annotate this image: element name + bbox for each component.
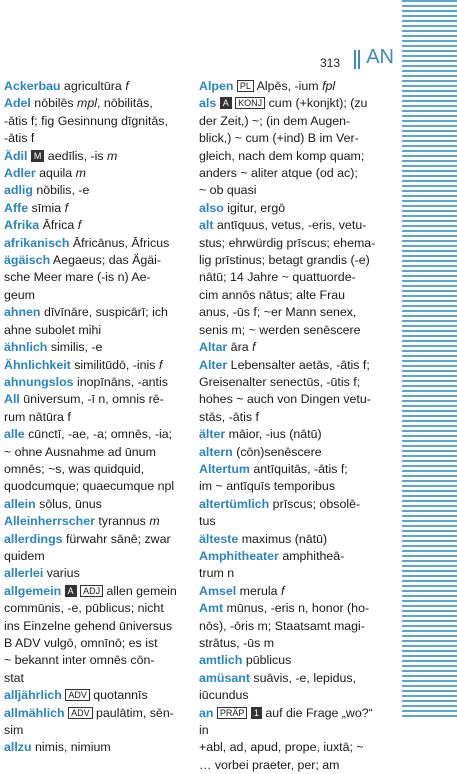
header-separator <box>358 50 360 69</box>
dictionary-entry <box>199 339 383 356</box>
translation: paulātim, sēn- <box>92 705 174 720</box>
headword: All <box>4 392 20 407</box>
page-header <box>0 46 394 74</box>
dictionary-entry <box>199 496 383 513</box>
translation: sōlus, ūnus <box>35 496 102 511</box>
translation: antīquus, vetus, -eris, vetu- <box>213 218 367 233</box>
dictionary-entry <box>199 426 383 443</box>
headword: also <box>199 200 224 215</box>
translation: Āfrica <box>39 218 78 233</box>
translation: fürwahr sānē; zwar <box>62 531 171 546</box>
dictionary-entry <box>199 670 383 687</box>
gender-label: mpl <box>77 96 97 111</box>
translation: inopīnāns, -antis <box>73 374 168 389</box>
headword: Alpen <box>199 79 234 93</box>
gender-label: f <box>252 340 256 355</box>
entry-continuation: im ~ antīquīs temporibus <box>199 479 336 494</box>
headword: Amsel <box>199 583 237 598</box>
headword: Ähnlichkeit <box>4 357 71 372</box>
translation: varius <box>43 566 80 581</box>
entry-continuation: stat <box>4 670 24 685</box>
headword: alle <box>4 427 25 442</box>
entry-continuation: quodcumque; quaecumque npl <box>4 479 175 494</box>
dictionary-entry <box>199 652 383 669</box>
entry-continuation: stus; ehrwürdig prīscus; ehema- <box>199 235 376 250</box>
headword: Affe <box>4 200 29 215</box>
translation: Aegaeus; das Ägäi- <box>50 253 162 268</box>
headword: allerdings <box>4 531 63 546</box>
translation: mūnus, -eris n, honor (ho- <box>223 601 370 616</box>
dictionary-entry <box>199 200 383 217</box>
translation: pūblicus <box>242 653 292 668</box>
dictionary-entry <box>4 583 188 600</box>
entry-continuation: +abl, ad, apud, prope, iuxtā; ~ <box>199 740 364 755</box>
dictionary-entry <box>4 217 188 234</box>
headword: allzu <box>4 740 32 755</box>
dictionary-entry <box>4 339 188 356</box>
headword: allerlei <box>4 566 44 581</box>
entry-continuation: -ātis f <box>4 131 35 146</box>
grammar-label: KONJ <box>235 97 265 109</box>
headword: ahnen <box>4 305 41 320</box>
headword: altern <box>199 444 233 459</box>
dictionary-entry <box>4 95 188 112</box>
dictionary-entry <box>4 165 188 182</box>
translation: Āfricānus, Āfricus <box>69 235 170 250</box>
headword: alljährlich <box>4 688 62 703</box>
entry-continuation: nōs), -ōris m; Staatsamt magi- <box>199 618 365 633</box>
headword: Adel <box>4 96 31 111</box>
headword: als <box>199 96 217 111</box>
translation: agricultūra <box>60 79 126 93</box>
gender-label: m <box>149 514 160 529</box>
grammar-label: ADV <box>65 689 90 701</box>
headword: ägäisch <box>4 253 51 268</box>
dictionary-entry <box>4 687 188 704</box>
entry-continuation: rum nātūra f <box>4 409 71 424</box>
left-column <box>4 78 188 757</box>
translation: , nōbilitās, <box>96 96 153 111</box>
gender-label: fpl <box>322 79 336 93</box>
header-separator <box>354 50 356 69</box>
headword: älter <box>199 427 226 442</box>
entry-continuation: Greisenalter senectūs, -ūtis f; <box>199 374 361 389</box>
page-number: 313 <box>319 56 340 70</box>
dictionary-entry <box>4 496 188 513</box>
translation: Lebensalter aetās, -ātis f; <box>227 357 370 372</box>
headword: Adler <box>4 166 36 181</box>
entry-continuation: anus, -ūs f; ~er Mann senex, <box>199 305 357 320</box>
headword: ähnlich <box>4 340 48 355</box>
gender-label: m <box>75 166 86 181</box>
headword: afrikanisch <box>4 235 70 250</box>
gender-label: m <box>107 148 118 163</box>
dictionary-entry <box>4 705 188 722</box>
entry-continuation: stās, -ātis f <box>199 409 259 424</box>
entry-continuation: iūcundus <box>199 688 249 703</box>
dictionary-entry <box>199 217 383 234</box>
entry-continuation: sim <box>4 723 24 738</box>
translation: nōbilēs <box>30 96 78 111</box>
grammar-label: A <box>65 585 77 597</box>
dictionary-entry <box>4 739 188 756</box>
translation: ūniversum, -ī n, omnis rē- <box>19 392 164 407</box>
dictionary-entry <box>4 148 188 165</box>
dictionary-entry <box>4 182 188 199</box>
dictionary-entry <box>4 513 188 530</box>
headword: Alter <box>199 357 228 372</box>
translation: (cōn)senēscere <box>232 444 322 459</box>
entry-continuation: tus <box>199 514 216 529</box>
entry-continuation: ~ ohne Ausnahme ad ūnum <box>4 444 156 459</box>
dictionary-entry <box>4 304 188 321</box>
gender-label: f <box>158 357 163 372</box>
section-label: AN <box>366 46 394 68</box>
entry-continuation: hohes ~ auch von Dingen vetu- <box>199 392 371 407</box>
entry-continuation: nātū; 14 Jahre ~ quattuorde- <box>199 270 356 285</box>
dictionary-entry <box>4 391 188 408</box>
dictionary-entry <box>199 78 383 95</box>
grammar-label: PRÄP <box>217 707 248 719</box>
grammar-label: ADJ <box>80 585 103 597</box>
thumb-index-stripe <box>402 0 457 720</box>
grammar-label: ADV <box>68 707 93 719</box>
entry-continuation: quidem <box>4 548 45 563</box>
headword: Altar <box>199 340 228 355</box>
entry-continuation: blick,) ~ cum (+ind) B im Ver- <box>199 131 359 146</box>
headword: adlig <box>4 183 33 198</box>
right-column <box>199 78 383 774</box>
translation: quotannīs <box>89 688 148 703</box>
dictionary-entry <box>4 565 188 582</box>
grammar-label: 1 <box>251 707 262 719</box>
entry-continuation: anders ~ aliter atque (od ac); <box>199 166 358 181</box>
entry-continuation: commūnis, -e, pūblicus; nicht <box>4 601 164 616</box>
headword: Ackerbau <box>4 79 61 93</box>
headword: alt <box>199 218 214 233</box>
translation: cum (+konjkt); (zu <box>265 96 368 111</box>
headword: Ädil <box>4 148 28 163</box>
entry-continuation: lig prīstinus; betagt grandis (-e) <box>199 253 370 268</box>
entry-continuation: … vorbei praeter, per; am <box>199 757 340 772</box>
entry-continuation: senis m; ~ werden senēscere <box>199 322 361 337</box>
dictionary-entry <box>199 357 383 374</box>
translation: similitūdō, -inis <box>70 357 159 372</box>
headword: Afrika <box>4 218 40 233</box>
dictionary-entry <box>199 461 383 478</box>
dictionary-entry <box>199 600 383 617</box>
entry-continuation: geum <box>4 287 35 302</box>
dictionary-entry <box>199 583 383 600</box>
translation: suāvis, -e, lepidus, <box>249 670 357 685</box>
dictionary-entry <box>199 95 383 112</box>
dictionary-entry <box>199 705 383 740</box>
dictionary-entry <box>4 426 188 443</box>
dictionary-entry <box>199 444 383 461</box>
dictionary-entry <box>4 200 188 217</box>
dictionary-entry <box>199 548 383 565</box>
translation: tyrannus <box>94 514 150 529</box>
grammar-label: M <box>31 150 45 162</box>
grammar-label: PL <box>237 80 254 92</box>
translation: nōbilis, -e <box>32 183 90 198</box>
entry-continuation: gleich, nach dem komp quam; <box>199 148 365 163</box>
entry-continuation: ~ ob quasi <box>199 183 257 198</box>
dictionary-entry <box>199 531 383 548</box>
dictionary-entry <box>4 78 188 95</box>
entry-continuation: -ātis f; fig Gesinnung dīgnitās, <box>4 113 168 128</box>
translation: auf die Frage „wo?“ in <box>199 705 373 738</box>
headword: älteste <box>199 531 239 546</box>
headword: allmählich <box>4 705 65 720</box>
entry-continuation: omnēs; ~s, was quidquid, <box>4 461 145 476</box>
grammar-label: A <box>220 97 232 109</box>
entry-continuation: strātus, -ūs m <box>199 636 275 650</box>
entry-continuation: sche Meer mare (-is n) Ae- <box>4 270 151 285</box>
gender-label: f <box>64 200 69 215</box>
headword: amüsant <box>199 670 250 685</box>
dictionary-entry <box>4 252 188 269</box>
translation: igitur, ergō <box>223 200 286 215</box>
gender-label: f <box>125 79 129 93</box>
translation: similis, -e <box>47 340 103 355</box>
dictionary-entry <box>4 374 188 391</box>
translation: sīmia <box>28 200 65 215</box>
gender-label: f <box>77 218 82 233</box>
dictionary-entry <box>4 235 188 252</box>
translation: nimis, nimium <box>31 740 111 755</box>
entry-continuation: ins Einzelne gehend ūniversus <box>4 618 173 633</box>
translation: merula <box>236 583 281 598</box>
entry-continuation: cim annōs nātus; alte Frau <box>199 287 346 302</box>
translation: prīscus; obsolē- <box>269 496 361 511</box>
headword: Alleinherrscher <box>4 514 95 529</box>
translation: dīvīnāre, suspicārī; ich <box>40 305 168 320</box>
entry-continuation: B ADV vulgō, omnīnō; es ist <box>4 636 158 650</box>
translation: māior, -ius (nātū) <box>225 427 322 442</box>
headword: altertümlich <box>199 496 270 511</box>
headword: allein <box>4 496 36 511</box>
translation: cūnctī, -ae, -a; omnēs, -ia; <box>24 427 173 442</box>
translation: Alpēs, -ium <box>253 79 323 93</box>
entry-continuation: ahne subolet mihi <box>4 322 102 337</box>
headword: Altertum <box>199 461 250 476</box>
translation: amphitheā- <box>278 548 345 563</box>
translation: āra <box>227 340 253 355</box>
translation: aedīlis, -is <box>44 148 108 163</box>
gender-label: f <box>280 583 285 598</box>
headword: amtlich <box>199 653 243 668</box>
headword: Amphitheater <box>199 548 279 563</box>
headword: ahnungslos <box>4 374 74 389</box>
translation: aquila <box>35 166 76 181</box>
entry-continuation: trum n <box>199 566 235 581</box>
translation: antīquitās, -ātis f; <box>249 461 348 476</box>
dictionary-entry <box>4 531 188 548</box>
headword: Amt <box>199 601 224 616</box>
dictionary-entry <box>4 357 188 374</box>
translation: maximus (nātū) <box>238 531 328 546</box>
translation: allen gemein <box>103 583 177 598</box>
entry-continuation: der Zeit,) ~; (in dem Augen- <box>199 113 351 128</box>
headword: an <box>199 705 214 720</box>
headword: allgemein <box>4 583 62 598</box>
entry-continuation: ~ bekannt inter omnēs cōn- <box>4 653 155 668</box>
